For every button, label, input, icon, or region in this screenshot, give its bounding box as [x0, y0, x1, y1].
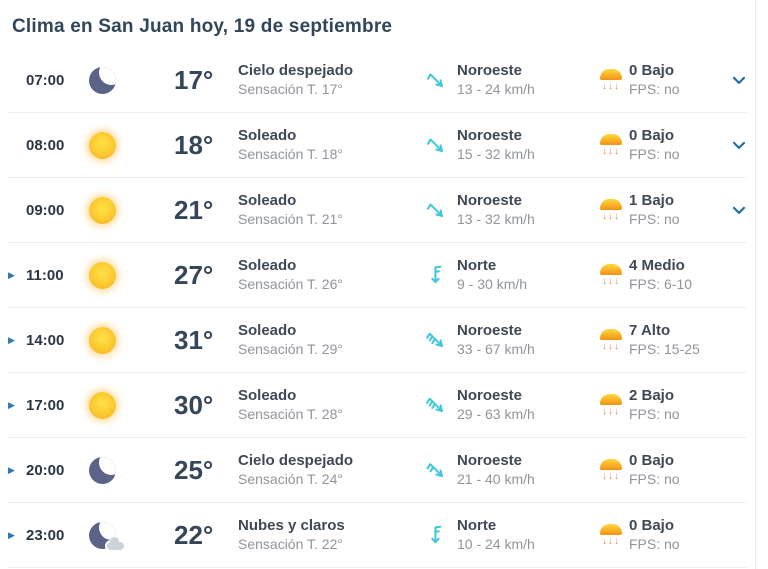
feels-like-label: Sensación T. 29° [238, 341, 343, 357]
feels-like-label: Sensación T. 21° [238, 211, 343, 227]
feels-like-label: Sensación T. 26° [238, 276, 343, 292]
weather-icon-slot [76, 190, 128, 230]
moon-icon [89, 67, 116, 94]
uv-index-label: 4 Medio [629, 257, 685, 274]
hourly-forecast-list [0, 48, 755, 568]
condition-block [238, 126, 423, 164]
wind-direction-icon [423, 132, 457, 158]
wind-direction-label: Norte [457, 517, 497, 534]
wind-direction-label: Noroeste [457, 192, 523, 209]
temperature-value: 22° [174, 519, 214, 550]
wind-direction-label: Noroeste [457, 322, 523, 339]
uv-sun-dome-icon [600, 264, 622, 275]
wind-speed-label: 10 - 24 km/h [457, 536, 535, 552]
uv-index-label: 2 Bajo [629, 387, 675, 404]
condition-label: Nubes y claros [238, 517, 345, 534]
uv-block [629, 191, 729, 229]
fps-label: FPS: no [629, 81, 680, 97]
condition-block [238, 191, 423, 229]
uv-rays-icon: ↓↓↓ [602, 275, 620, 287]
wind-block [457, 126, 593, 164]
wind-speed-label: 33 - 67 km/h [457, 341, 535, 357]
fps-label: FPS: no [629, 146, 680, 162]
uv-sun-dome-icon [600, 524, 622, 535]
feels-like-label: Sensación T. 18° [238, 146, 343, 162]
forecast-row[interactable] [8, 308, 747, 373]
uv-block [629, 451, 729, 489]
wind-direction-icon [423, 457, 457, 483]
uv-sun-dome-icon [600, 69, 622, 80]
wind-direction-icon [423, 327, 457, 353]
row-marker-icon: ▶ [8, 529, 15, 540]
weather-icon-slot [76, 515, 128, 555]
forecast-row[interactable] [8, 178, 747, 243]
condition-label: Soleado [238, 322, 297, 339]
uv-index-icon [593, 524, 629, 547]
time-label: 08:00 [26, 136, 65, 154]
uv-block [629, 516, 729, 554]
fps-label: FPS: 6-10 [629, 276, 693, 292]
fps-label: FPS: no [629, 471, 680, 487]
weather-icon-slot [76, 385, 128, 425]
temperature-value: 30° [174, 389, 214, 420]
uv-block [629, 386, 729, 424]
wind-block [457, 191, 593, 229]
uv-index-icon [593, 199, 629, 222]
forecast-row[interactable] [8, 243, 747, 308]
uv-index-icon [593, 264, 629, 287]
wind-block [457, 61, 593, 99]
temperature-value: 31° [174, 324, 214, 355]
wind-block [457, 386, 593, 424]
temperature-value: 17° [174, 64, 214, 95]
forecast-row[interactable] [8, 373, 747, 438]
time-label: 09:00 [26, 201, 65, 219]
sun-icon [89, 262, 116, 289]
uv-index-label: 0 Bajo [629, 517, 675, 534]
uv-rays-icon: ↓↓↓ [602, 80, 620, 92]
condition-label: Soleado [238, 127, 297, 144]
forecast-row[interactable] [8, 48, 747, 113]
feels-like-label: Sensación T. 24° [238, 471, 343, 487]
fps-label: FPS: no [629, 211, 680, 227]
uv-index-icon [593, 394, 629, 417]
wind-direction-icon [423, 392, 457, 418]
uv-index-label: 1 Bajo [629, 192, 675, 209]
moon-icon [89, 457, 116, 484]
wind-direction-label: Norte [457, 257, 497, 274]
weather-icon-slot [76, 450, 128, 490]
uv-rays-icon: ↓↓↓ [602, 535, 620, 547]
condition-label: Soleado [238, 192, 297, 209]
temperature-value: 25° [174, 454, 214, 485]
uv-sun-dome-icon [600, 329, 622, 340]
wind-direction-label: Noroeste [457, 387, 523, 404]
row-marker-icon: ▶ [8, 334, 15, 345]
uv-index-label: 7 Alto [629, 322, 671, 339]
row-marker-icon: ▶ [8, 464, 15, 475]
temperature-value: 27° [174, 259, 214, 290]
wind-direction-icon [423, 197, 457, 223]
time-label: 14:00 [26, 331, 65, 349]
uv-index-icon [593, 459, 629, 482]
condition-label: Soleado [238, 387, 297, 404]
chevron-down-icon[interactable] [729, 70, 749, 90]
fps-label: FPS: 15-25 [629, 341, 700, 357]
uv-block [629, 126, 729, 164]
uv-index-icon [593, 69, 629, 92]
wind-block [457, 321, 593, 359]
uv-rays-icon: ↓↓↓ [602, 470, 620, 482]
time-label: 17:00 [26, 396, 65, 414]
wind-direction-label: Noroeste [457, 452, 523, 469]
wind-block [457, 256, 593, 294]
cloud-icon [105, 540, 126, 552]
weather-icon-slot [76, 255, 128, 295]
row-marker-icon: ▶ [8, 269, 15, 280]
temperature-value: 21° [174, 194, 214, 225]
fps-label: FPS: no [629, 536, 680, 552]
uv-sun-dome-icon [600, 134, 622, 145]
uv-block [629, 256, 729, 294]
uv-index-label: 0 Bajo [629, 127, 675, 144]
forecast-row[interactable] [8, 113, 747, 178]
wind-speed-label: 13 - 24 km/h [457, 81, 535, 97]
feels-like-label: Sensación T. 17° [238, 81, 343, 97]
condition-label: Cielo despejado [238, 452, 354, 469]
condition-block [238, 386, 423, 424]
sun-icon [89, 132, 116, 159]
condition-block [238, 61, 423, 99]
wind-speed-label: 29 - 63 km/h [457, 406, 535, 422]
wind-speed-label: 15 - 32 km/h [457, 146, 535, 162]
temperature-value: 18° [174, 129, 214, 160]
uv-index-icon [593, 329, 629, 352]
uv-sun-dome-icon [600, 394, 622, 405]
feels-like-label: Sensación T. 28° [238, 406, 343, 422]
chevron-down-icon[interactable] [729, 135, 749, 155]
condition-label: Cielo despejado [238, 62, 354, 79]
forecast-row[interactable] [8, 438, 747, 503]
row-marker-icon: ▶ [8, 399, 15, 410]
uv-block [629, 61, 729, 99]
uv-index-label: 0 Bajo [629, 452, 675, 469]
condition-block [238, 516, 423, 554]
weather-icon-slot [76, 125, 128, 165]
fps-label: FPS: no [629, 406, 680, 422]
uv-sun-dome-icon [600, 459, 622, 470]
wind-direction-label: Noroeste [457, 62, 523, 79]
wind-direction-icon [423, 67, 457, 93]
time-label: 23:00 [26, 526, 65, 544]
wind-block [457, 451, 593, 489]
sun-icon [89, 392, 116, 419]
time-label: 07:00 [26, 71, 65, 89]
sun-icon [89, 327, 116, 354]
uv-rays-icon: ↓↓↓ [602, 405, 620, 417]
sun-icon [89, 197, 116, 224]
uv-index-icon [593, 134, 629, 157]
uv-sun-dome-icon [600, 199, 622, 210]
wind-speed-label: 13 - 32 km/h [457, 211, 535, 227]
uv-index-label: 0 Bajo [629, 62, 675, 79]
wind-direction-icon [423, 262, 457, 288]
chevron-down-icon[interactable] [729, 200, 749, 220]
wind-direction-icon [423, 522, 457, 548]
wind-speed-label: 9 - 30 km/h [457, 276, 528, 292]
weather-icon-slot [76, 320, 128, 360]
condition-block [238, 321, 423, 359]
condition-block [238, 451, 423, 489]
feels-like-label: Sensación T. 22° [238, 536, 343, 552]
wind-speed-label: 21 - 40 km/h [457, 471, 535, 487]
uv-rays-icon: ↓↓↓ [602, 340, 620, 352]
time-label: 20:00 [26, 461, 65, 479]
forecast-row[interactable] [8, 503, 747, 568]
condition-block [238, 256, 423, 294]
uv-rays-icon: ↓↓↓ [602, 145, 620, 157]
weather-icon-slot [76, 60, 128, 100]
condition-label: Soleado [238, 257, 297, 274]
time-label: 11:00 [26, 266, 64, 284]
page-title: Clima en San Juan hoy, 19 de septiembre [12, 16, 393, 37]
uv-rays-icon: ↓↓↓ [602, 210, 620, 222]
uv-block [629, 321, 729, 359]
wind-block [457, 516, 593, 554]
wind-direction-label: Noroeste [457, 127, 523, 144]
